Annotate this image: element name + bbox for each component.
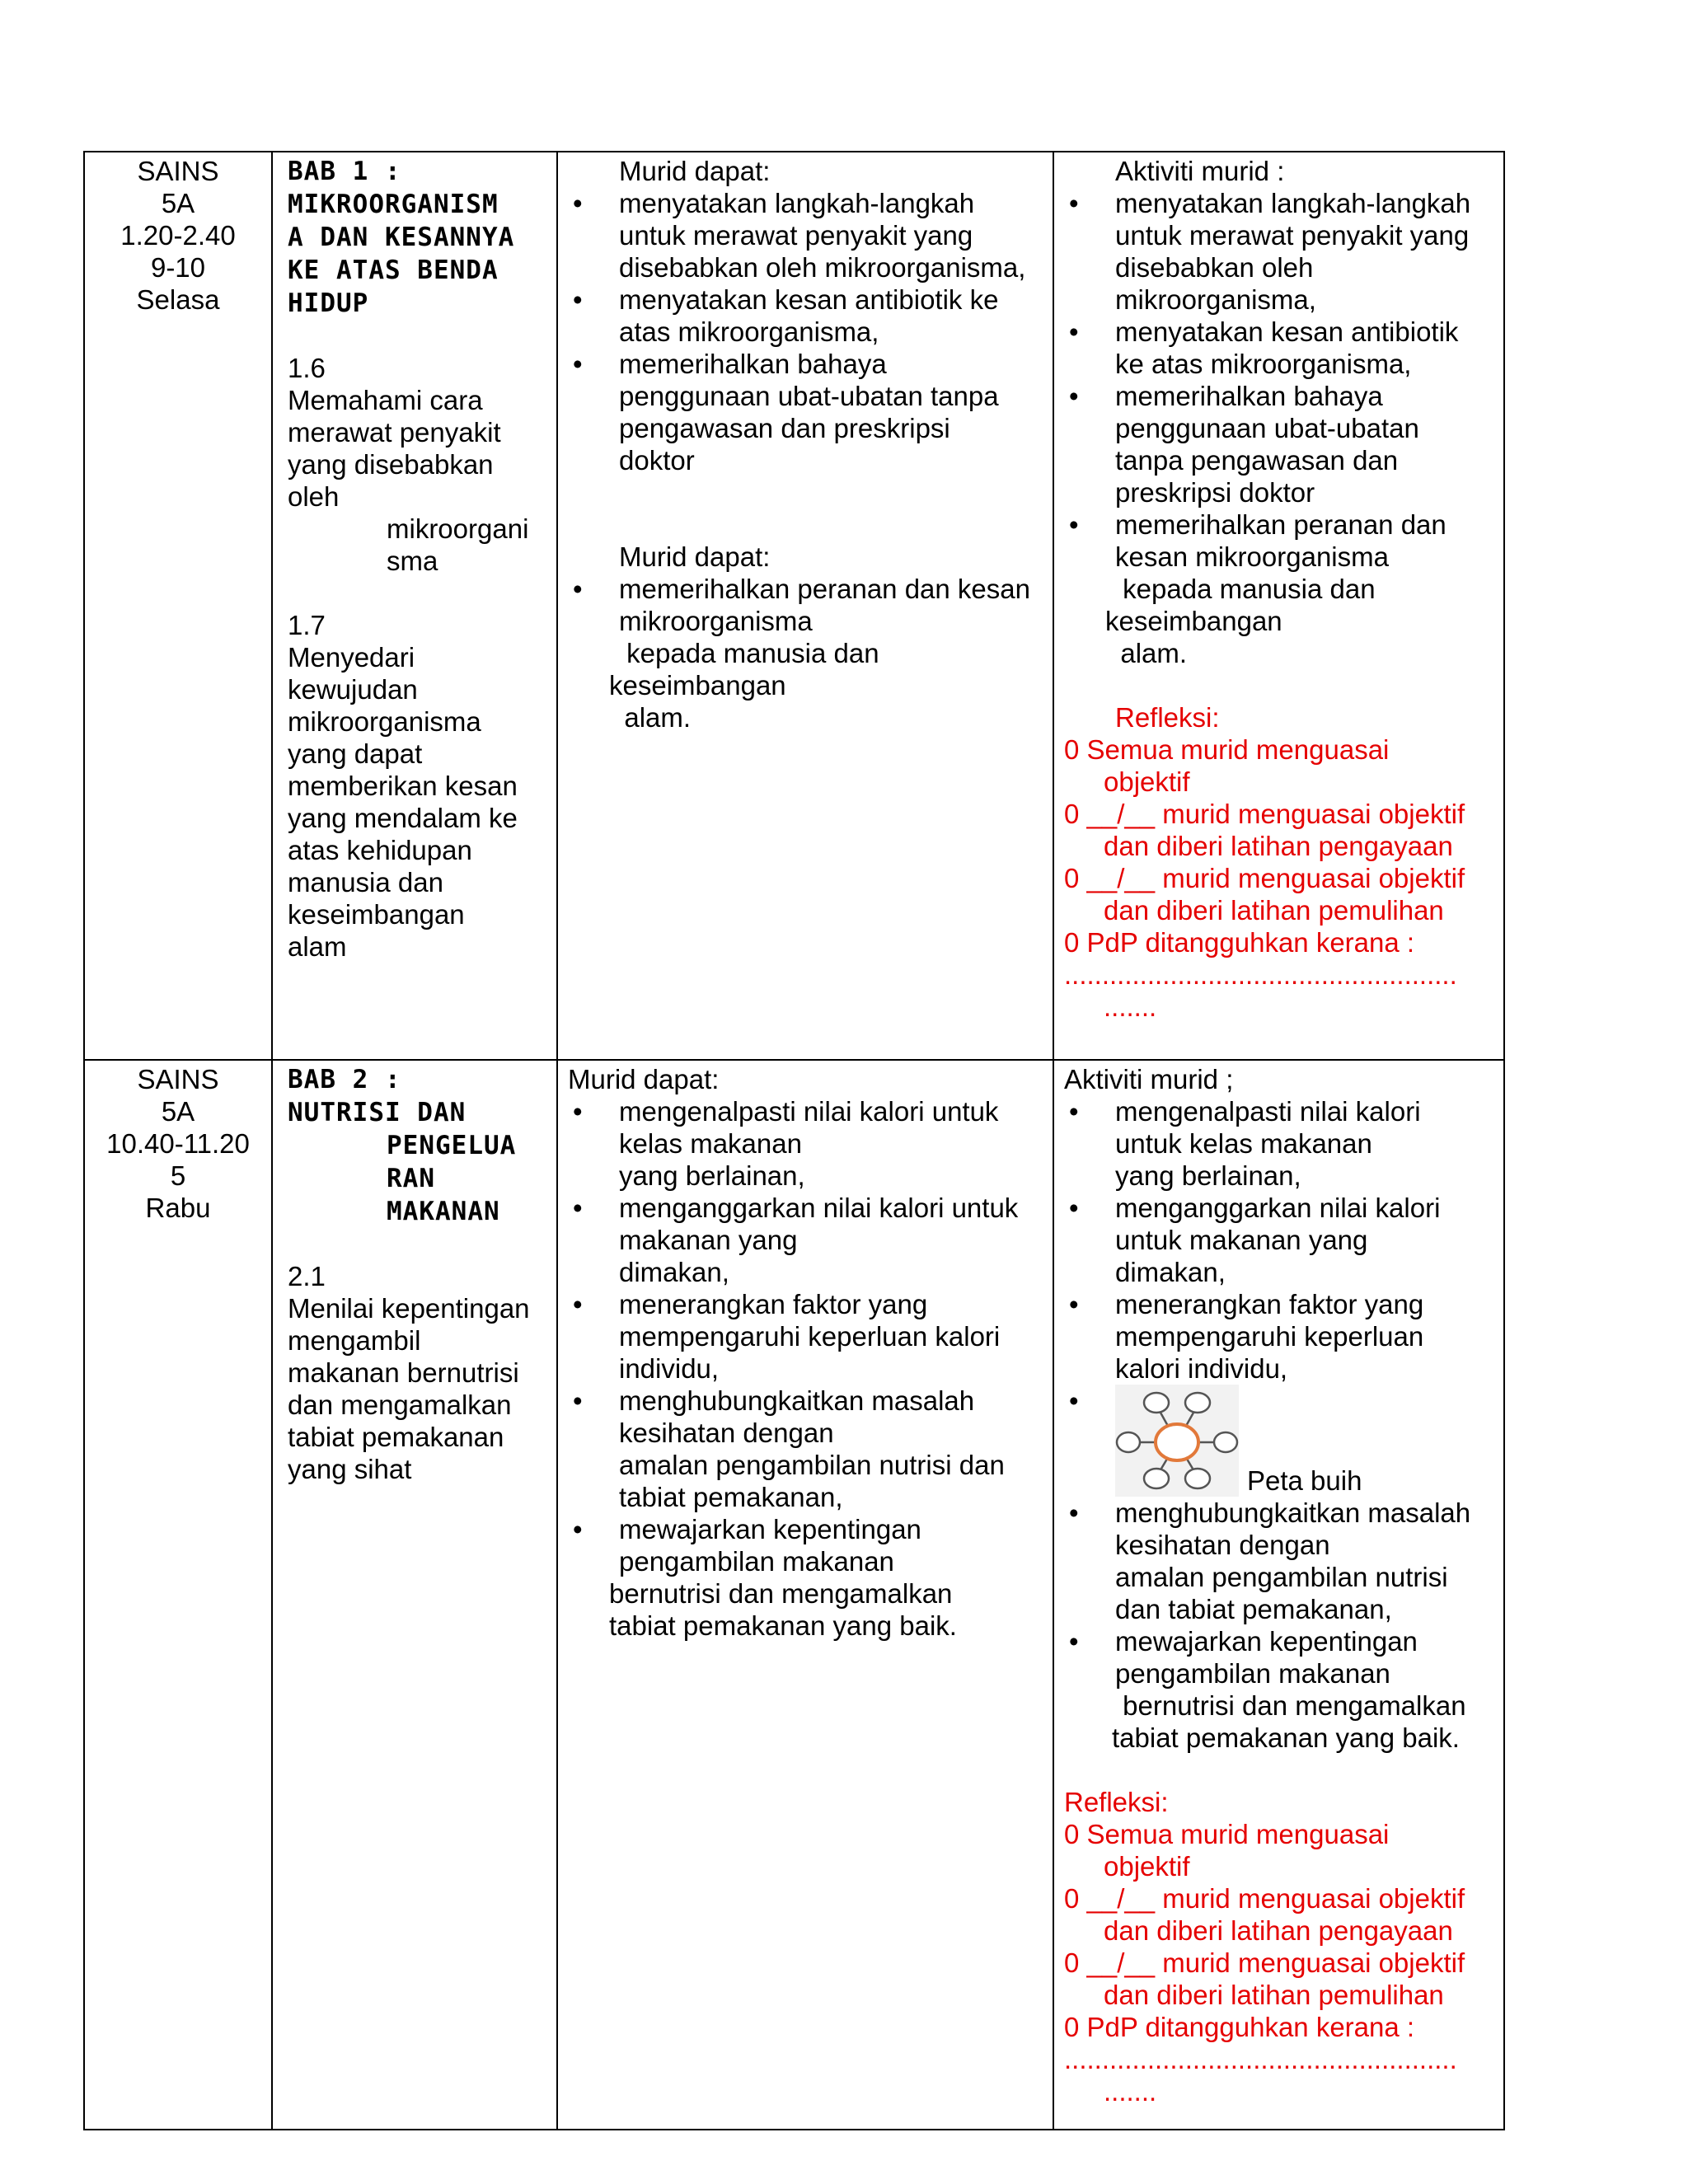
- reflection-title: Refleksi:: [1064, 1787, 1169, 1817]
- class-name: 5A: [161, 1096, 195, 1127]
- list-item: • memerihalkan peranan dan kesan mikroorganisma kepada manusia dan: [568, 573, 1044, 669]
- objectives-list: [568, 573, 1044, 669]
- activities-cell: [1053, 1060, 1504, 2130]
- list-item: • menyatakan kesan antibiotik ke atas mikroorganisma,: [568, 284, 1044, 348]
- list-item: [1064, 1385, 1495, 1497]
- reflection-item: 0 __/__ murid menguasai objektif dan diberi latihan pengayaan: [1064, 1883, 1465, 1946]
- lesson-row: [84, 1060, 1504, 2130]
- reflection-block: [1064, 701, 1495, 1023]
- reflection-block: [1064, 1786, 1495, 2107]
- objectives-cell: Murid dapat: • mengenalpasti nilai kalori untuk kelas makanan yang berlainan, • menganggarkan nilai kalori untuk makanan yang dimakan, • menerangkan faktor yang mempengaruhi keperluan kalori individu, • menghubungkaitkan masalah kesihatan dengan amalan pengambilan nutrisi dan tabiat pemakanan, • mewajarkan kepentingan pengambilan makanan bernutrisi dan mengamalkan tabiat pemakanan yang baik.: [557, 1060, 1053, 2130]
- class-info-cell: [84, 1060, 272, 2130]
- topic-cell: [272, 1060, 557, 2130]
- reflection-item: 0 Semua murid menguasai objektif: [1064, 1819, 1390, 1882]
- day: Selasa: [136, 284, 220, 315]
- standard-code: 1.6: [288, 353, 326, 383]
- class-info-cell: [84, 152, 272, 1060]
- activities-list: [1064, 187, 1495, 605]
- list-item: • menyatakan kesan antibiotik ke atas mikroorganisma,: [1064, 316, 1495, 380]
- list-item: • memerihalkan bahaya penggunaan ubat-ubatan tanpa pengawasan dan preskripsi doktor: [568, 348, 1044, 476]
- reflection-item: .................................................... .......: [1064, 2044, 1457, 2107]
- lesson-row: [84, 152, 1504, 1060]
- list-item: • mengenalpasti nilai kalori untuk kelas makanan yang berlainan,: [1064, 1095, 1495, 1192]
- list-item: • menerangkan faktor yang mempengaruhi keperluan kalori individu,: [568, 1288, 1044, 1385]
- reflection-item: 0 __/__ murid menguasai objektif dan diberi latihan pengayaan: [1064, 799, 1465, 861]
- reflection-item: 0 PdP ditangguhkan kerana :: [1064, 927, 1415, 958]
- day: Rabu: [145, 1193, 211, 1223]
- list-item: • menyatakan langkah-langkah untuk merawat penyakit yang disebabkan oleh mikroorganisma,: [1064, 187, 1495, 316]
- objectives-lead: Murid dapat:: [619, 156, 771, 186]
- reflection-item: 0 __/__ murid menguasai objektif dan diberi latihan pemulihan: [1064, 863, 1465, 926]
- list-item: • memerihalkan peranan dan kesan mikroorganisma kepada manusia dan: [1064, 509, 1495, 605]
- activities-list: [1064, 1095, 1495, 1754]
- topic-cell: [272, 152, 557, 1060]
- list-item: • menganggarkan nilai kalori untuk makanan yang dimakan,: [1064, 1192, 1495, 1288]
- standard-text: Menilai kepentingan mengambil makanan bernutrisi dan mengamalkan tabiat pemakanan yang sihat: [288, 1293, 530, 1484]
- list-item: • memerihalkan bahaya penggunaan ubat-ubatan tanpa pengawasan dan preskripsi doktor: [1064, 380, 1495, 509]
- reflection-title: Refleksi:: [1115, 702, 1220, 733]
- activities-cell: Aktiviti murid : • menyatakan langkah-langkah untuk merawat penyakit yang disebabkan oleh mikroorganisma, • menyatakan kesan antibiotik ke atas mikroorganisma, • memerihalkan bahaya penggunaan ubat-ubatan tanpa pengawasan dan preskripsi doktor • memerihalkan peranan dan kesan mikroorganisma kepada manusia dan keseimbangan alam. Refleksi: 0 Semua murid menguasai objektif 0 __/__ murid menguasai objektif dan diberi latihan pengayaan 0 __/__ murid menguasai objektif dan diberi latihan pemulihan 0 PdP ditangguhkan kerana : .................................................... .......: [1053, 152, 1504, 1060]
- period: 9-10: [150, 252, 206, 283]
- list-item: • menerangkan faktor yang mempengaruhi keperluan kalori individu,: [1064, 1288, 1495, 1385]
- chapter-title: BAB 1 : MIKROORGANISM A DAN KESANNYA KE ATAS BENDA HIDUP: [288, 157, 515, 318]
- list-item: • menghubungkaitkan masalah kesihatan dengan amalan pengambilan nutrisi dan tabiat pemakanan,: [1064, 1497, 1495, 1625]
- objectives-lead: Murid dapat:: [619, 541, 771, 572]
- list-item: • menghubungkaitkan masalah kesihatan dengan amalan pengambilan nutrisi dan tabiat pemakanan,: [568, 1385, 1044, 1513]
- class-name: 5A: [161, 188, 195, 218]
- subject: SAINS: [137, 156, 219, 186]
- period: 5: [170, 1160, 186, 1191]
- lesson-plan-table: [83, 151, 1505, 2130]
- reflection-item: 0 Semua murid menguasai objektif: [1064, 734, 1390, 797]
- activities-lead: Aktiviti murid :: [1115, 156, 1285, 186]
- list-item: • mewajarkan kepentingan pengambilan makanan bernutrisi dan mengamalkan tabiat pemakanan yang baik.: [1064, 1625, 1495, 1754]
- list-item: • menyatakan langkah-langkah untuk merawat penyakit yang disebabkan oleh mikroorganisma,: [568, 187, 1044, 284]
- list-item: • mengenalpasti nilai kalori untuk kelas makanan yang berlainan,: [568, 1095, 1044, 1192]
- list-item: • mewajarkan kepentingan pengambilan makanan: [568, 1513, 1044, 1577]
- standard-text: Menyedari kewujudan mikroorganisma yang dapat memberikan kesan yang mendalam ke atas kehidupan manusia dan keseimbangan alam: [288, 642, 518, 962]
- bubble-map-label: Peta buih: [1247, 1465, 1362, 1496]
- subject: SAINS: [137, 1064, 219, 1094]
- standard-code: 1.7: [288, 610, 326, 640]
- objectives-list: [568, 187, 1044, 476]
- bubble-map-icon: [1115, 1385, 1239, 1497]
- time: 1.20-2.40: [120, 220, 236, 251]
- objectives-cell: Murid dapat: • menyatakan langkah-langkah untuk merawat penyakit yang disebabkan oleh mikroorganisma, • menyatakan kesan antibiotik ke atas mikroorganisma, • memerihalkan bahaya penggunaan ubat-ubatan tanpa pengawasan dan preskripsi doktor Murid dapat: • memerihalkan peranan dan kesan mikroorganisma kepada manusia dan keseimbangan alam.: [557, 152, 1053, 1060]
- activities-lead: Aktiviti murid ;: [1064, 1064, 1234, 1094]
- reflection-item: .................................................... .......: [1064, 959, 1457, 1022]
- objectives-lead: Murid dapat:: [568, 1064, 720, 1094]
- objectives-list: [568, 1095, 1044, 1577]
- reflection-item: 0 __/__ murid menguasai objektif dan diberi latihan pemulihan: [1064, 1947, 1465, 2010]
- chapter-title: BAB 2 : NUTRISI DAN PENGELUA RAN MAKANAN: [288, 1065, 517, 1226]
- reflection-item: 0 PdP ditangguhkan kerana :: [1064, 2012, 1415, 2042]
- list-item: • menganggarkan nilai kalori untuk makanan yang dimakan,: [568, 1192, 1044, 1288]
- standard-code: 2.1: [288, 1261, 326, 1291]
- standard-text: Memahami cara merawat penyakit yang disebabkan oleh mikroorgani sma: [288, 385, 529, 576]
- time: 10.40-11.20: [106, 1128, 250, 1159]
